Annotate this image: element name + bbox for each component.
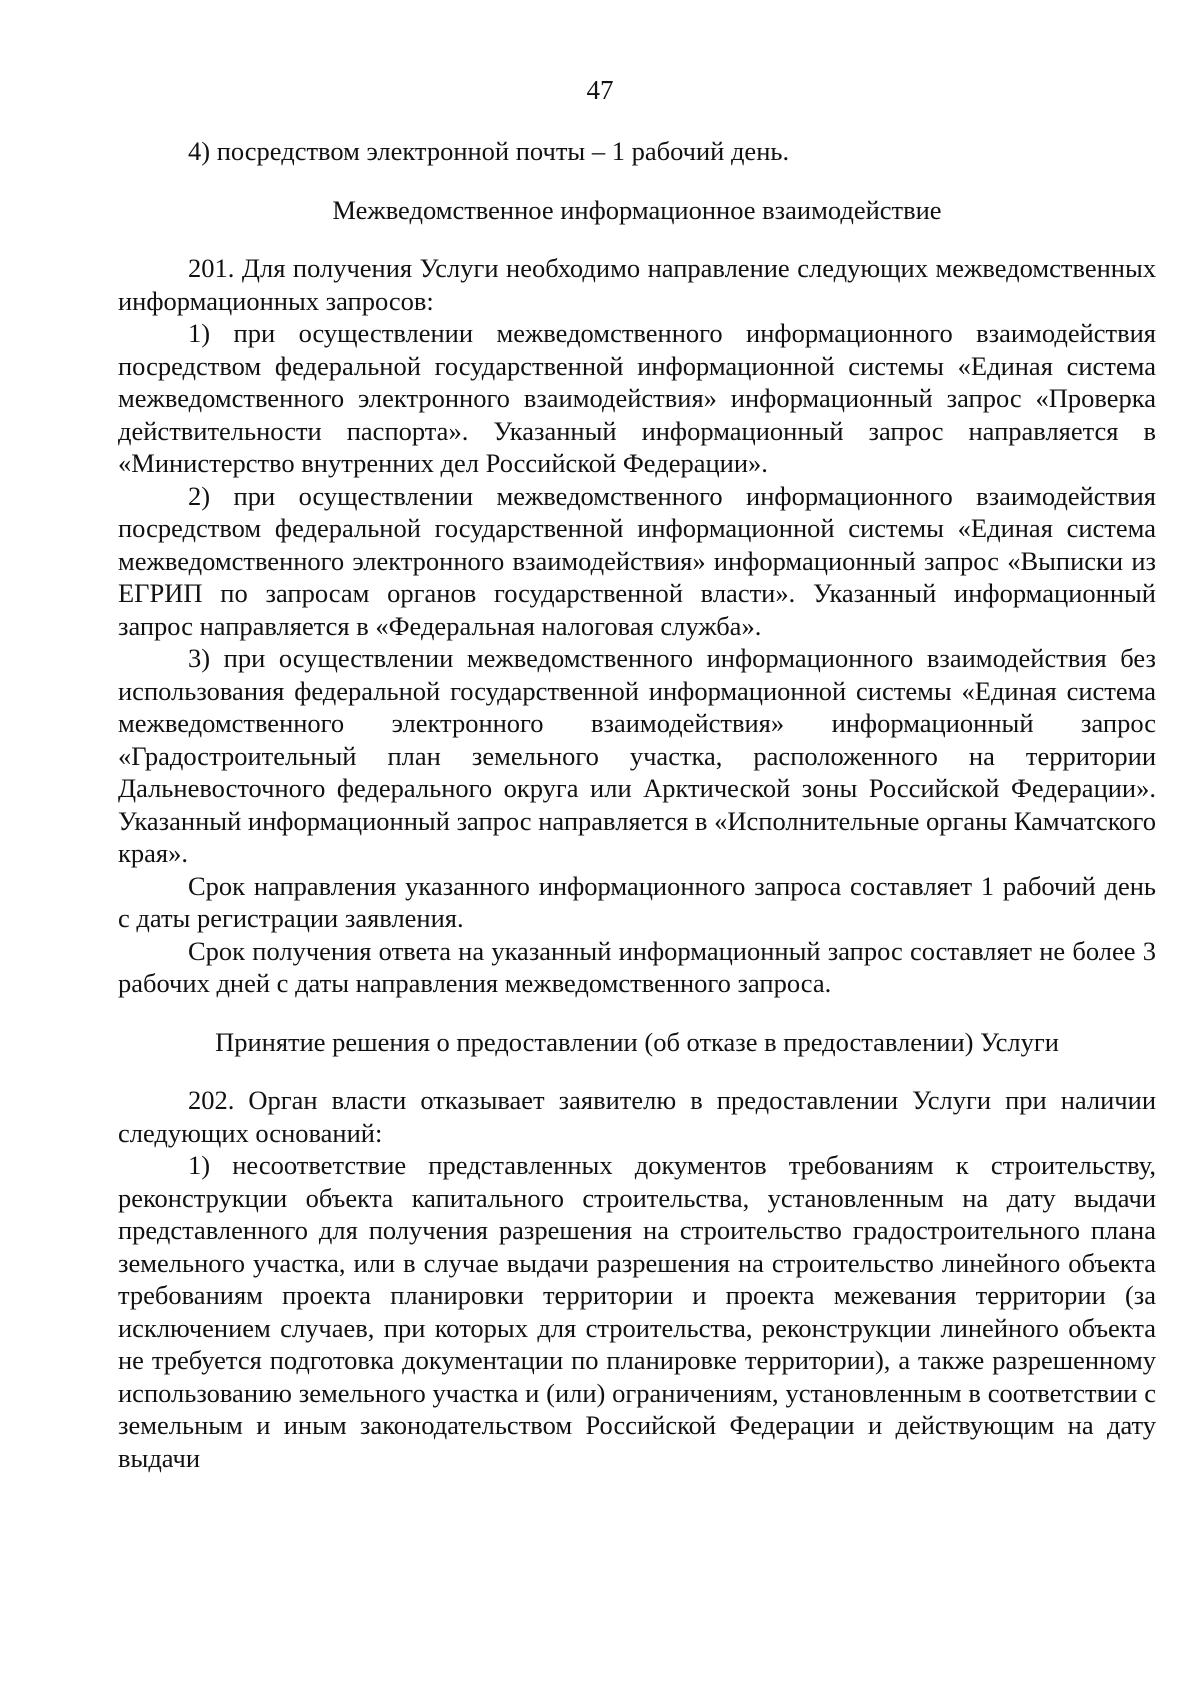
document-body xyxy=(118,135,1156,1474)
paragraph-201-send-term: Срок направления указанного информационного запроса составляет 1 рабочий день с даты регистрации заявления. xyxy=(118,870,1156,933)
paragraph-202: 202. Орган власти отказывает заявителю в предоставлении Услуги при наличии следующих оснований: xyxy=(118,1085,1156,1148)
paragraph-202-item-1: 1) несоответствие представленных документов требованиям к строительству, реконструкции объекта капитального строительства, установленным на дату выдачи представленного для получения разрешения на строительство градостроительного плана земельного участка, или в случае выдачи разрешения на строительство линейного объекта требованиям проекта планировки территории и проекта межевания территории (за исключением случаев, при которых для строительства, реконструкции линейного объекта не требуется подготовка документации по планировке территории), а также разрешенному использованию земельного участка и (или) ограничениям, установленным в соответствии с земельным и иным законодательством Российской Федерации и действующим на дату выдачи xyxy=(118,1150,1156,1473)
section-heading-interagency: Межведомственное информационное взаимодействие xyxy=(332,194,942,225)
paragraph-email-term: 4) посредством электронной почты – 1 рабочий день. xyxy=(188,136,790,166)
page-number: 47 xyxy=(586,75,614,105)
paragraph-201-item-2: 2) при осуществлении межведомственного информационного взаимодействия посредством федеральной государственной информационной системы «Единая система межведомственного электронного взаимодействия» информационный запрос «Выписки из ЕГРИП по запросам органов государственной власти». Указанный информационный запрос направляется в «Федеральная налоговая служба». xyxy=(118,480,1156,641)
paragraph-201-item-3: 3) при осуществлении межведомственного информационного взаимодействия без использования федеральной государственной информационной системы «Единая система межведомственного электронного взаимодействия» информационный запрос «Градостроительный план земельного участка, расположенного на территории Дальневосточного федерального округа или Арктической зоны Российской Федерации». Указанный информационный запрос направляется в «Исполнительные органы Камчатского края». xyxy=(118,643,1156,868)
paragraph-201: 201. Для получения Услуги необходимо направление следующих межведомственных информационных запросов: xyxy=(118,253,1156,316)
paragraph-201-item-1: 1) при осуществлении межведомственного информационного взаимодействия посредством федеральной государственной информационной системы «Единая система межведомственного электронного взаимодействия» информационный запрос «Проверка действительности паспорта». Указанный информационный запрос направляется в «Министерство внутренних дел Российской Федерации». xyxy=(118,318,1156,478)
paragraph-201-response-term: Срок получения ответа на указанный информационный запрос составляет не более 3 рабочих дней с даты направления межведомственного запроса. xyxy=(118,935,1156,998)
section-heading-decision: Принятие решения о предоставлении (об отказе в предоставлении) Услуги xyxy=(215,1026,1059,1057)
